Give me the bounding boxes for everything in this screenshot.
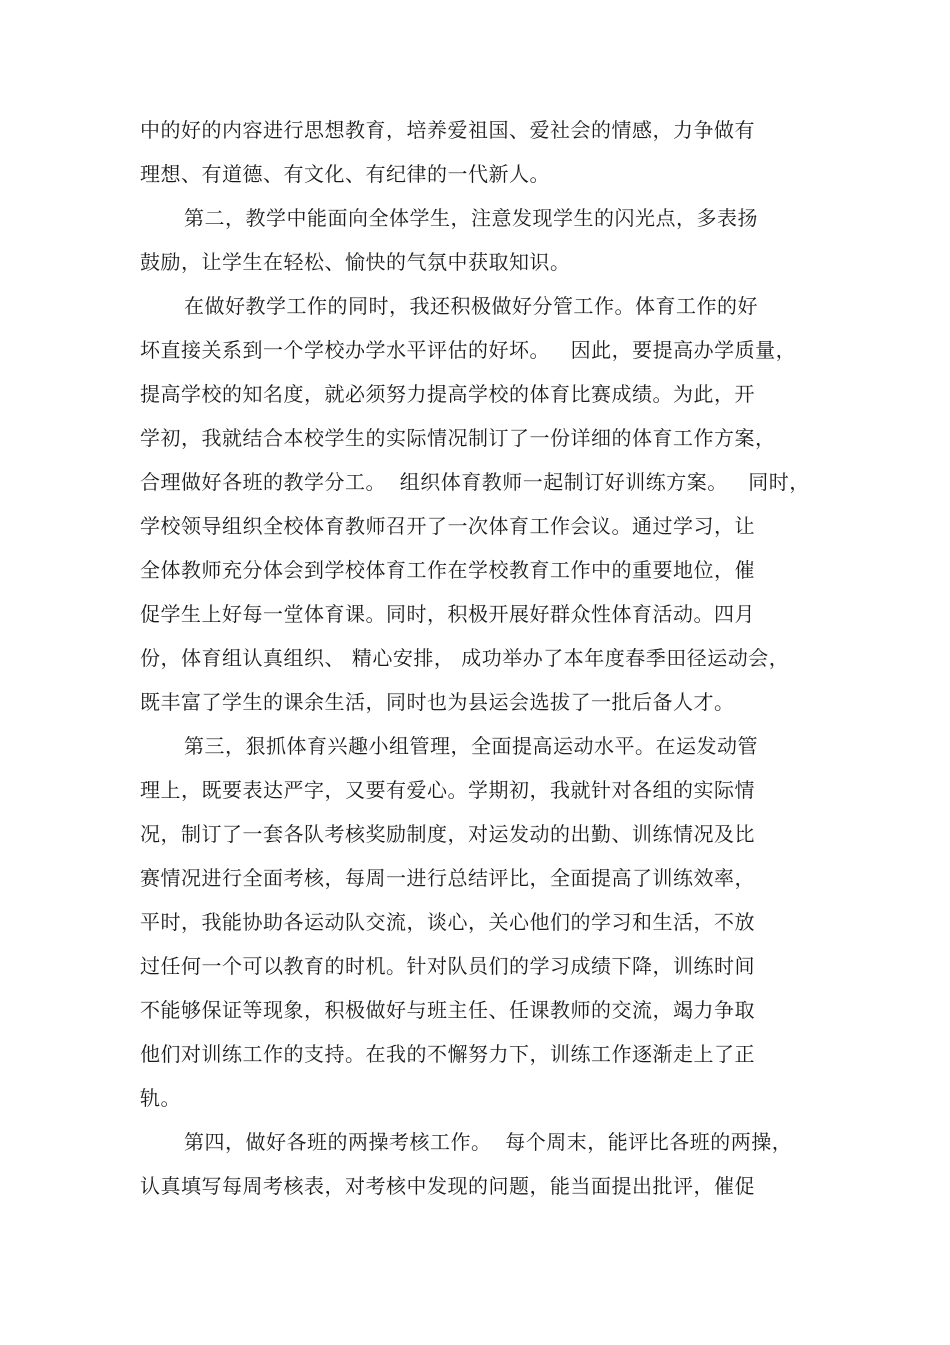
text-line: 学校领导组织全校体育教师召开了一次体育工作会议。通过学习，让 [140, 514, 755, 538]
text-line: 既丰富了学生的课余生活，同时也为县运会选拔了一批后备人才。 [140, 690, 735, 714]
text-line: 理上，既要表达严字，又要有爱心。学期初，我就针对各组的实际情 [140, 778, 755, 802]
text-line: 过任何一个可以教育的时机。针对队员们的学习成绩下降，训练时间 [140, 954, 755, 978]
text-line: 理想、有道德、有文化、有纪律的一代新人。 [140, 162, 550, 186]
text-line: 提高学校的知名度，就必须努力提高学校的体育比赛成绩。为此，开 [140, 382, 755, 406]
paragraph-start-line: 第四，做好各班的两操考核工作。 每个周末，能评比各班的两操， [184, 1130, 793, 1154]
text-line: 学初，我就结合本校学生的实际情况制订了一份详细的体育工作方案， [140, 426, 776, 450]
text-line: 不能够保证等现象，积极做好与班主任、任课教师的交流，竭力争取 [140, 998, 755, 1022]
paragraph-start-line: 在做好教学工作的同时，我还积极做好分管工作。体育工作的好 [184, 294, 758, 318]
text-line: 赛情况进行全面考核，每周一进行总结评比，全面提高了训练效率， [140, 866, 755, 890]
paragraph-start-line: 第三，狠抓体育兴趣小组管理，全面提高运动水平。在运发动管 [184, 734, 758, 758]
text-line: 中的好的内容进行思想教育，培养爱祖国、爱社会的情感，力争做有 [140, 118, 755, 142]
text-line: 全体教师充分体会到学校体育工作在学校教育工作中的重要地位，催 [140, 558, 755, 582]
text-line: 轨。 [140, 1086, 181, 1110]
text-line: 鼓励，让学生在轻松、愉快的气氛中获取知识。 [140, 250, 571, 274]
paragraph-start-line: 第二，教学中能面向全体学生，注意发现学生的闪光点，多表扬 [184, 206, 758, 230]
text-line: 认真填写每周考核表，对考核中发现的问题，能当面提出批评，催促 [140, 1174, 755, 1198]
text-line: 坏直接关系到一个学校办学水平评估的好坏。 因此，要提高办学质量， [140, 338, 797, 362]
text-line: 促学生上好每一堂体育课。同时，积极开展好群众性体育活动。四月 [140, 602, 755, 626]
text-line: 合理做好各班的教学分工。 组织体育教师一起制订好训练方案。 同时， [140, 470, 810, 494]
text-line: 份，体育组认真组织、 精心安排， 成功举办了本年度春季田径运动会， [140, 646, 790, 670]
text-line: 平时，我能协助各运动队交流，谈心，关心他们的学习和生活，不放 [140, 910, 755, 934]
text-line: 况，制订了一套各队考核奖励制度，对运发动的出勤、训练情况及比 [140, 822, 755, 846]
text-line: 他们对训练工作的支持。在我的不懈努力下，训练工作逐渐走上了正 [140, 1042, 755, 1066]
